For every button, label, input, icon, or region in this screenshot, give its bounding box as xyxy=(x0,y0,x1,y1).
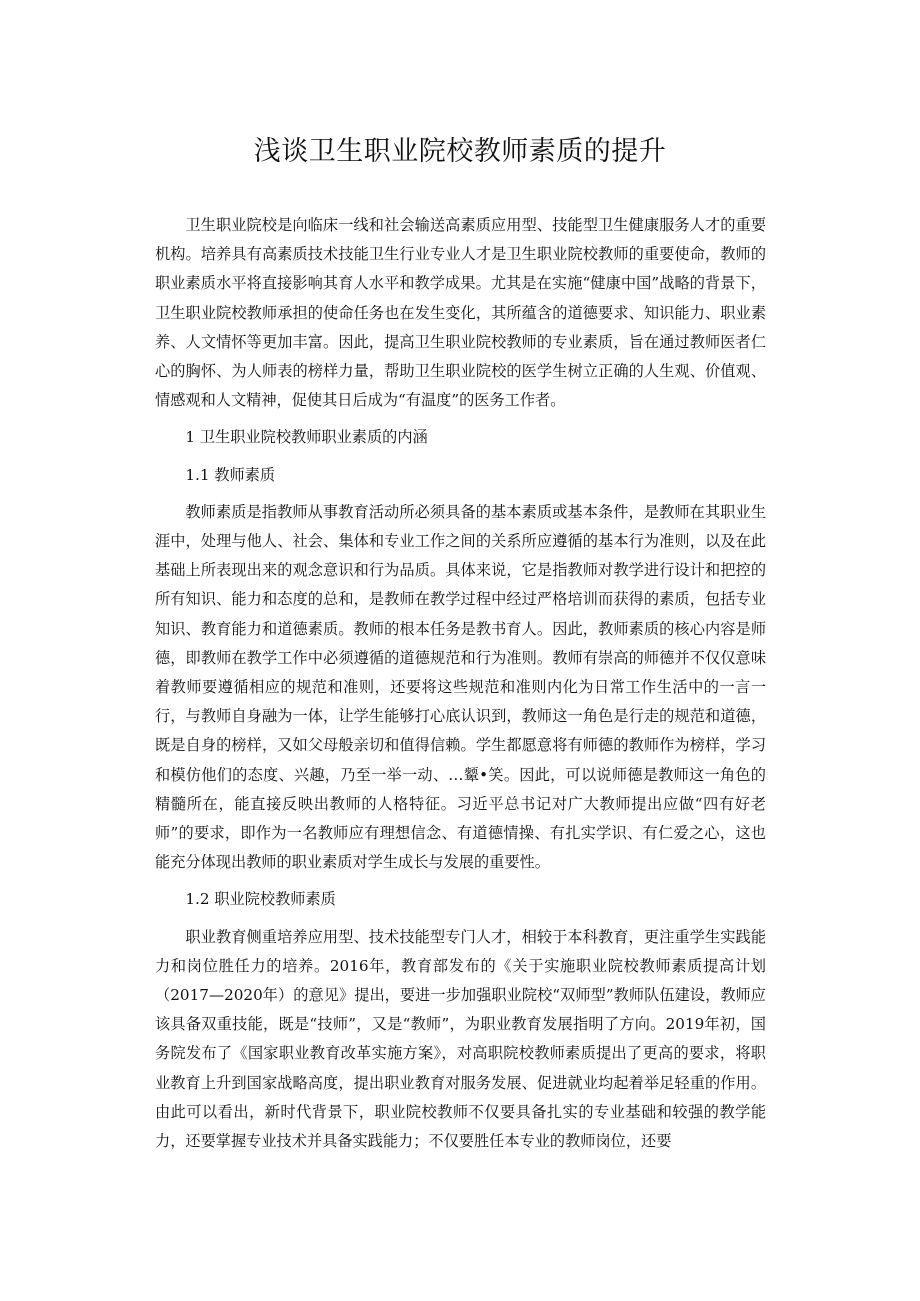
vocational-teacher-paragraph: 职业教育侧重培养应用型、技术技能型专门人才，相较于本科教育，更注重学生实践能力和岗位胜任力的培养。2016年，教育部发布的《关于实施职业院校教师素质提高计划（2017—2020年）的意见》提出，要进一步加强职业院校“双师型”教师队伍建设，教师应该具备双重技能，既是“技师”，又是“教师”，为职业教育发展指明了方向。2019年初，国务院发布了《国家职业教育改革实施方案》，对高职院校教师素质提出了更高的要求，将职业教育上升到国家战略高度，提出职业教育对服务发展、促进就业均起着举足轻重的作用。由此可以看出，新时代背景下，职业院校教师不仅要具备扎实的专业基础和较强的教学能力，还要掌握专业技术并具备实践能力；不仅要胜任本专业的教师岗位，还要 xyxy=(155,927,766,1151)
intro-paragraph: 卫生职业院校是向临床一线和社会输送高素质应用型、技能型卫生健康服务人才的重要机构。培养具有高素质技术技能卫生行业专业人才是卫生职业院校教师的重要使命，教师的职业素质水平将直接影响其育人水平和教学成果。尤其是在实施“健康中国”战略的背景下，卫生职业院校教师承担的使命任务也在发生变化，其所蕴含的道德要求、知识能力、职业素养、人文情怀等更加丰富。因此，提高卫生职业院校教师的专业素质，旨在通过教师医者仁心的胸怀、为人师表的榜样力量，帮助卫生职业院校的医学生树立正确的人生观、价值观、情感观和人文精神，促使其日后成为“有温度”的医务工作者。 xyxy=(155,216,766,410)
document-body xyxy=(155,211,766,1156)
subsection-heading-1-2: 1.2 职业院校教师素质 xyxy=(185,890,336,909)
teacher-quality-paragraph: 教师素质是指教师从事教育活动所必须具备的基本素质或基本条件，是教师在其职业生涯中，处理与他人、社会、集体和专业工作之间的关系所应遵循的基本行为准则，以及在此基础上所表现出来的观念意识和行为品质。具体来说，它是指教师对教学进行设计和把控的所有知识、能力和态度的总和，是教师在教学过程中经过严格培训而获得的素质，包括专业知识、教育能力和道德素质。教师的根本任务是教书育人。因此，教师素质的核心内容是师德，即教师在教学工作中必须遵循的道德规范和行为准则。教师有崇高的师德并不仅仅意味着教师要遵循相应的规范和准则，还要将这些规范和准则内化为日常工作生活中的一言一行，与教师自身融为一体，让学生能够打心底认识到，教师这一角色是行走的规范和道德，既是自身的榜样，又如父母般亲切和值得信赖。学生都愿意将有师德的教师作为榜样，学习和模仿他们的态度、兴趣，乃至一举一动、…颦•笑。因此，可以说师德是教师这一角色的精髓所在，能直接反映出教师的人格特征。习近平总书记对广大教师提出应做“四有好老师”的要求，即作为一名教师应有理想信念、有道德情操、有扎实学识、有仁爱之心，这也能充分体现出教师的职业素质对学生成长与发展的重要性。 xyxy=(155,502,766,872)
section-heading-1: 1 卫生职业院校教师职业素质的内涵 xyxy=(185,428,428,447)
subsection-heading-1-1: 1.1 教师素质 xyxy=(185,465,276,484)
document-title: 浅谈卫生职业院校教师素质的提升 xyxy=(253,136,667,167)
